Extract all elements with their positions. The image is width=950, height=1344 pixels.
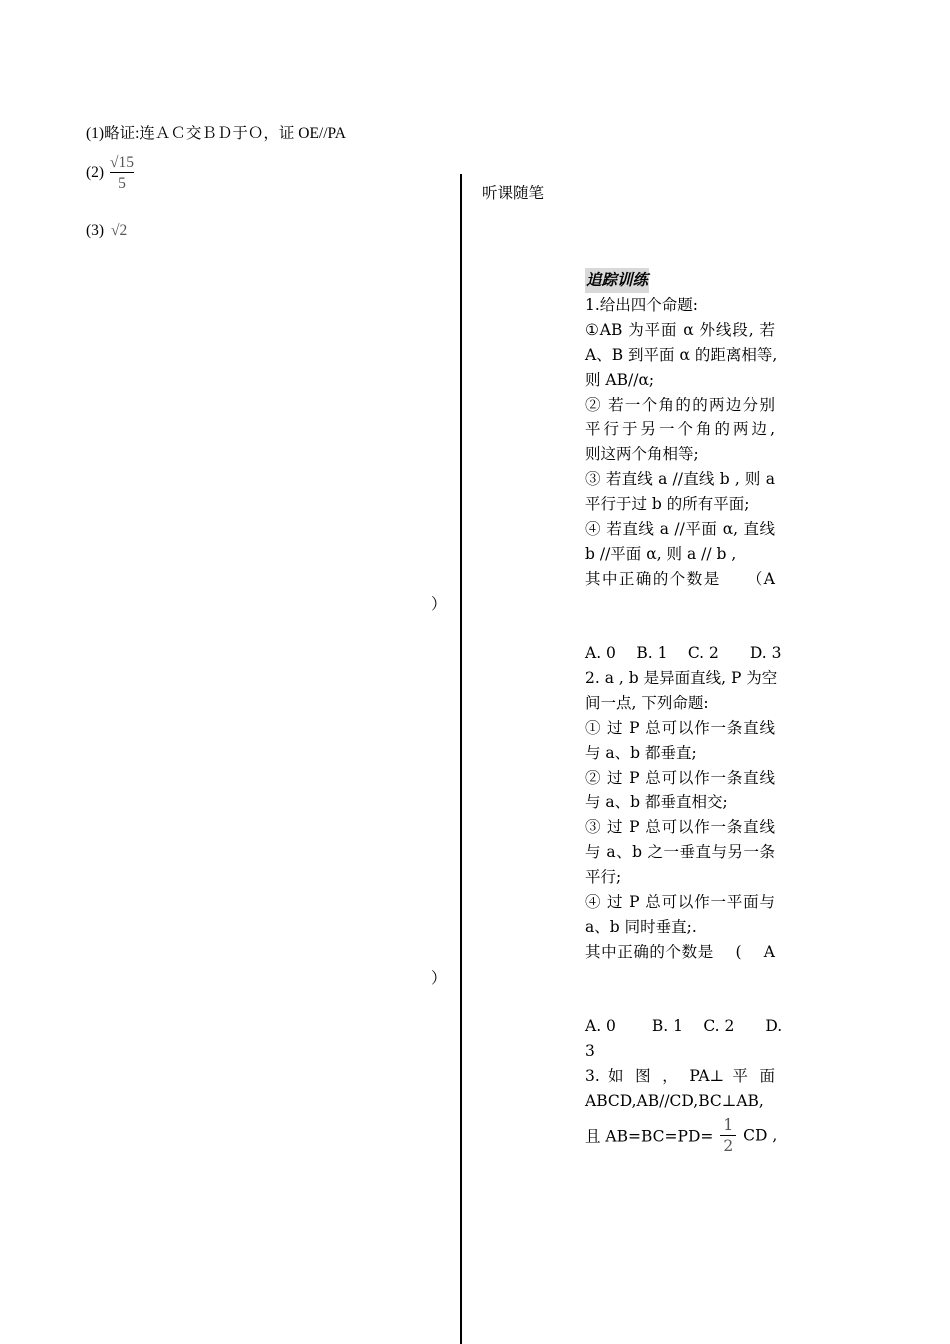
answer-2-denominator: 5	[110, 172, 134, 193]
q3-line-3-prefix: 且 AB=BC=PD=	[585, 1127, 714, 1146]
q2-line: ③ 过 P 总可以作一条直线	[585, 818, 775, 837]
q1-line: 则这两个角相等;	[585, 445, 699, 464]
q2-line: 2. a , b 是异面直线, P 为空	[585, 668, 778, 687]
answer-2-numerator	[110, 154, 134, 172]
q1-line: 1.给出四个命题:	[585, 295, 699, 314]
q2-line: 间一点, 下列命题:	[585, 693, 709, 712]
q3-line-3	[585, 1116, 777, 1155]
q3-line-3-suffix: CD ,	[743, 1126, 778, 1145]
answer-2-label: (2)	[86, 164, 105, 182]
q3-fraction-numerator: 1	[723, 1116, 734, 1134]
answer-3-label: (3)	[86, 222, 105, 239]
q1-line: ④ 若直线 a //平面 α, 直线	[585, 520, 775, 539]
answer-2-radicand: 15	[118, 154, 134, 171]
q2-options-block	[585, 1014, 783, 1114]
q3-line: ABCD,AB//CD,BC⊥AB,	[585, 1091, 764, 1110]
q2-line: 与 a、b 都垂直;	[585, 743, 697, 762]
column-divider	[460, 174, 462, 1344]
q1-line: ①AB 为平面 α 外线段, 若	[585, 320, 775, 339]
q1-close-paren: ）	[431, 595, 447, 613]
answer-1: (1)略证:连ＡＣ交ＢＤ于Ｏ，证 OE//PA	[86, 125, 346, 142]
answer-2	[86, 154, 134, 193]
q1-line: 平行于另一个角的两边,	[585, 420, 775, 439]
q2-line: ① 过 P 总可以作一条直线	[585, 718, 775, 737]
q2-options-continued: 3	[585, 1041, 595, 1060]
q2-line: a、b 同时垂直;.	[585, 917, 697, 936]
sqrt-symbol: √	[110, 222, 120, 239]
q2-line: 与 a、b 之一垂直与另一条	[585, 843, 775, 862]
q2-close-paren: ）	[431, 969, 447, 987]
q1-answer-line: 其中正确的个数是 （A	[585, 569, 775, 588]
q1-line: ② 若一个角的的两边分别	[585, 395, 775, 414]
answer-3	[86, 222, 127, 240]
q3-fraction-denominator: 2	[720, 1135, 736, 1155]
q1-line: ③ 若直线 a //直线 b , 则 a	[585, 470, 775, 489]
q1-line: 平行于过 b 的所有平面;	[585, 495, 750, 514]
q1-line: A、B 到平面 α 的距离相等,	[585, 345, 778, 364]
answer-2-fraction	[110, 154, 134, 193]
q2-line: 与 a、b 都垂直相交;	[585, 793, 728, 812]
q2-answer-line: 其中正确的个数是 ( A	[585, 942, 775, 961]
q1-options-block	[585, 641, 782, 965]
q1-line: 则 AB//α;	[585, 370, 655, 389]
q2-line: ② 过 P 总可以作一条直线	[585, 768, 775, 787]
q3-line: 3. 如 图 ， PA⊥ 平 面	[585, 1066, 775, 1085]
notes-title: 听课随笔	[482, 184, 545, 202]
q2-line: ④ 过 P 总可以作一平面与	[585, 893, 775, 912]
q2-line: 平行;	[585, 868, 622, 887]
sqrt-symbol: √	[109, 154, 119, 171]
q1-options: A. 0 B. 1 C. 2 D. 3	[585, 644, 782, 662]
q2-options: A. 0 B. 1 C. 2 D.	[585, 1017, 783, 1035]
q1-line: b //平面 α, 则 a // b ,	[585, 544, 737, 563]
q3-fraction	[720, 1116, 736, 1155]
track-section	[585, 268, 778, 592]
answer-3-radicand: 2	[119, 222, 128, 239]
track-title: 追踪训练	[585, 268, 649, 293]
